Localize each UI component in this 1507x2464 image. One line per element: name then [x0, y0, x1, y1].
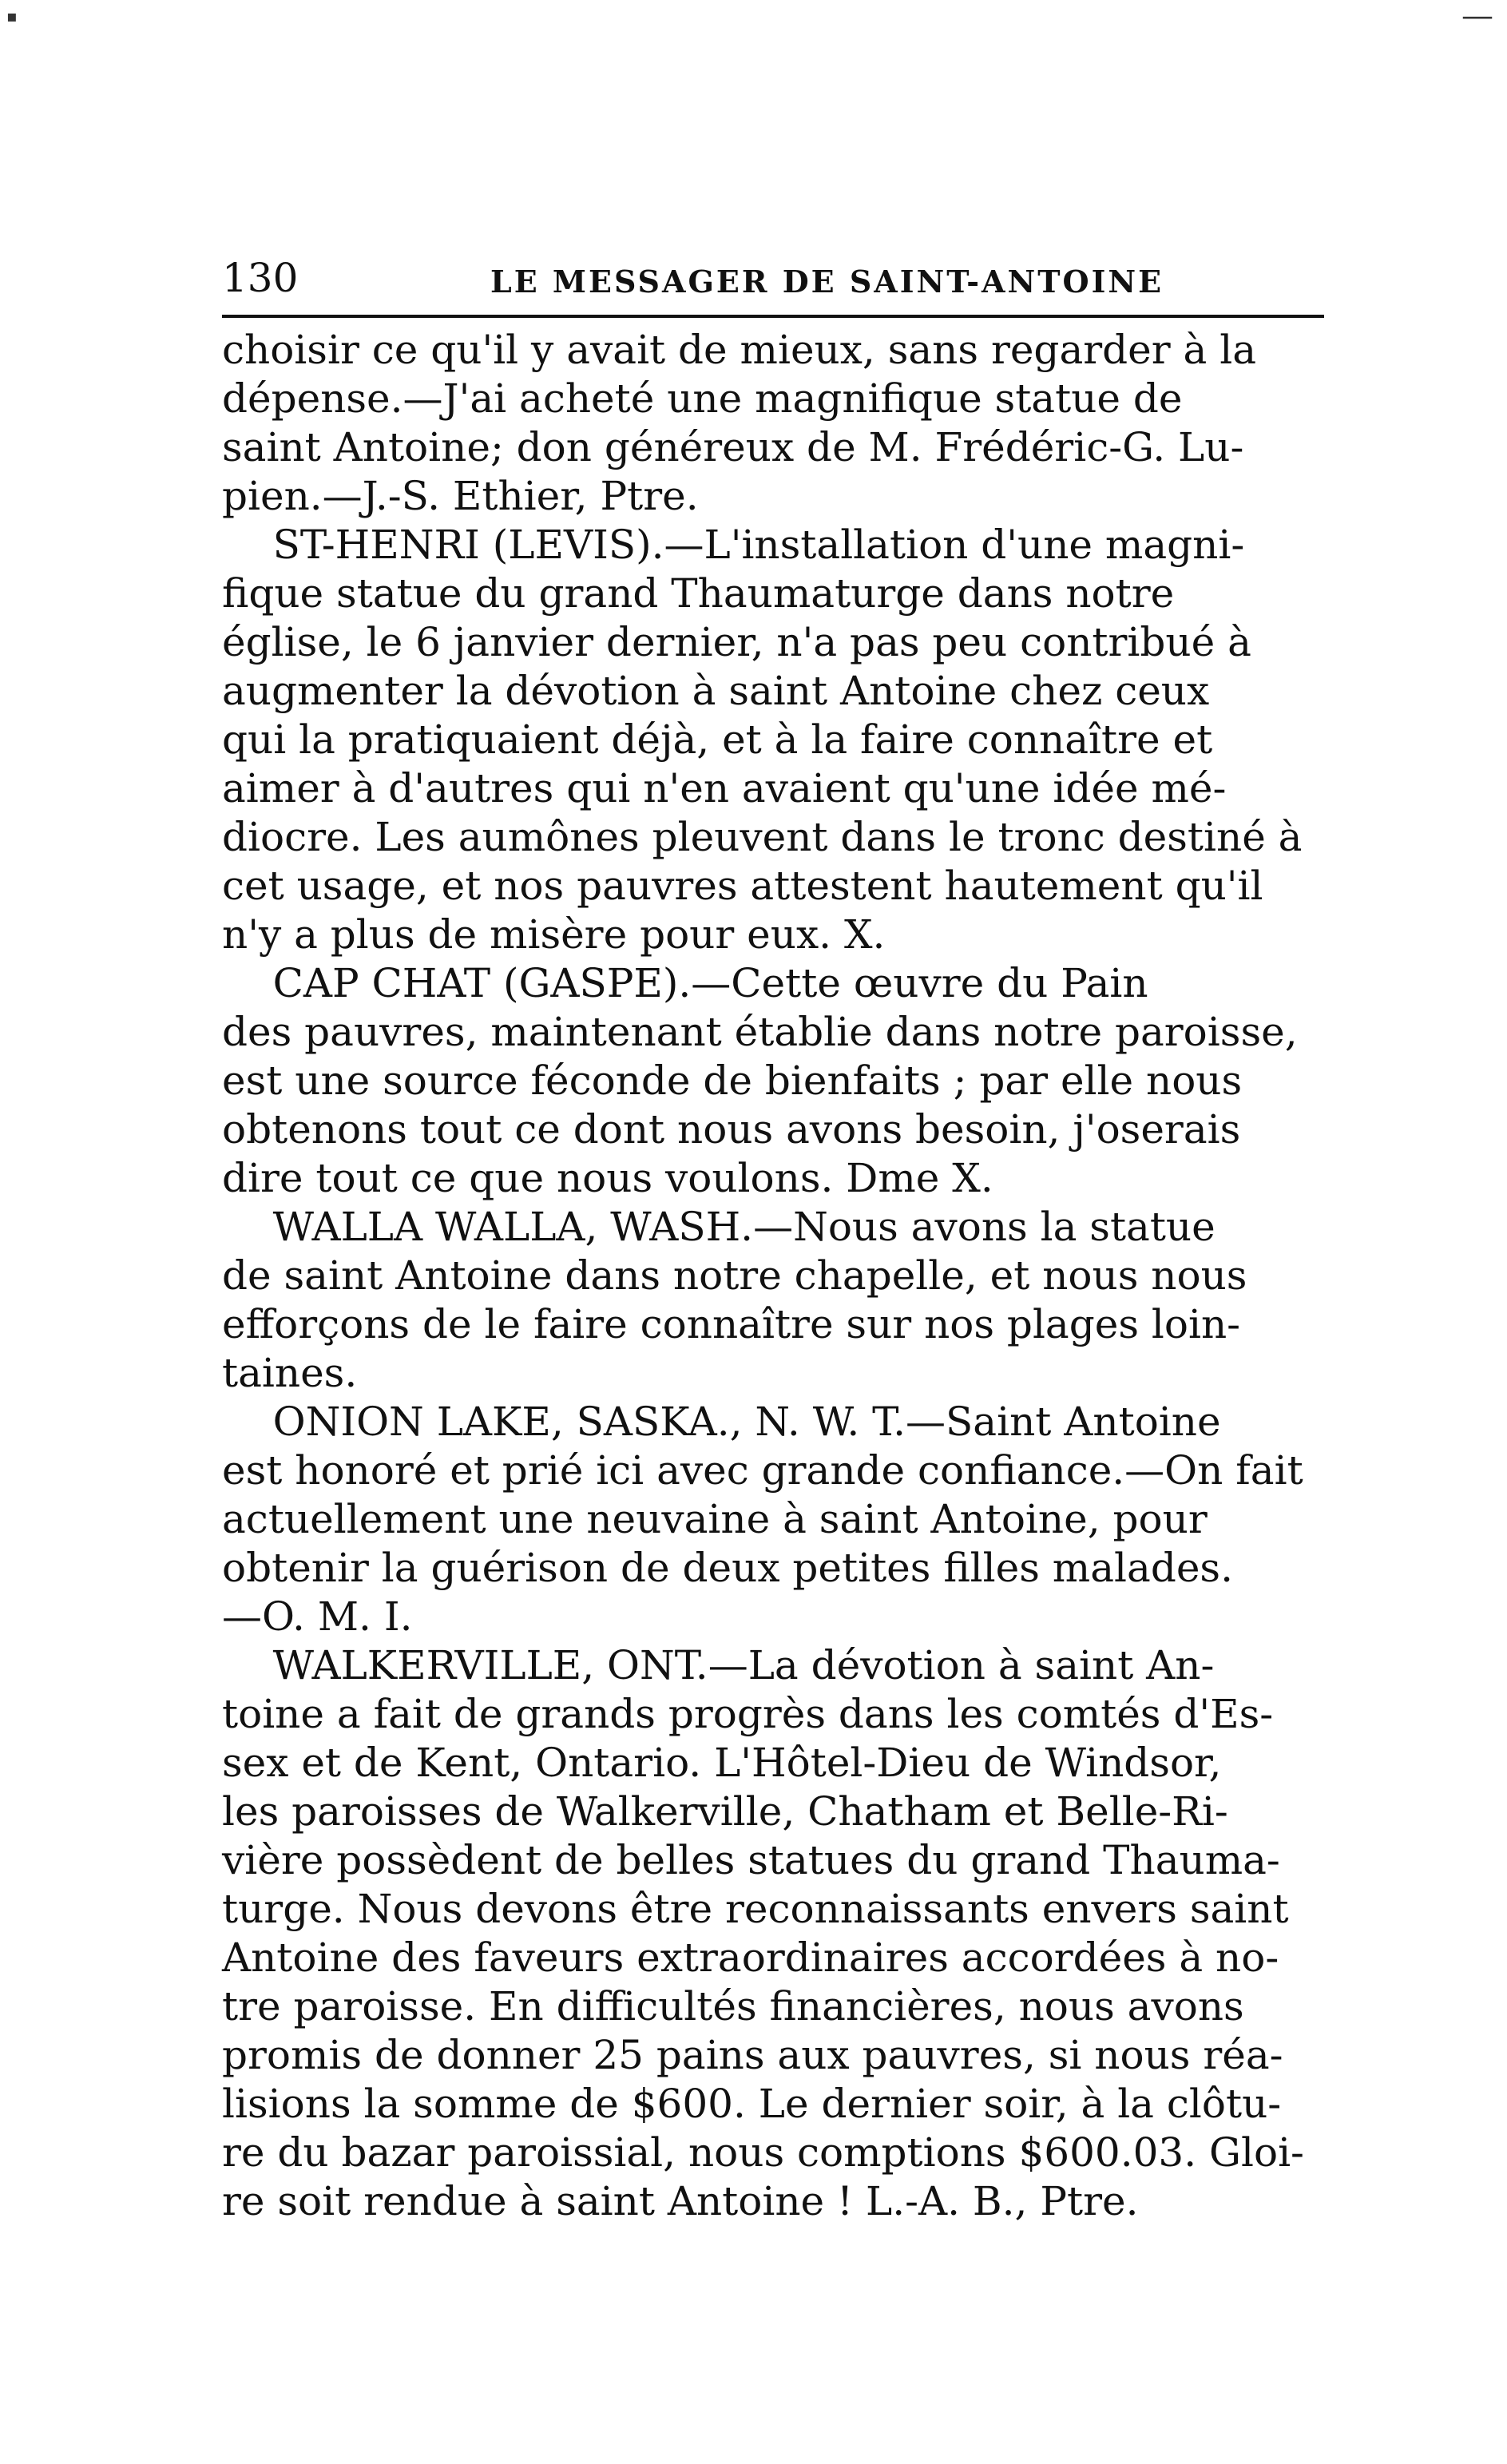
- text-line: aimer à d'autres qui n'en avaient qu'une idée mé-: [222, 765, 1227, 811]
- text-line: tre paroisse. En difficultés financières, nous avons: [222, 1983, 1244, 2030]
- text-line: pien.—J.-S. Ethier, Ptre.: [222, 473, 699, 519]
- text-line: ST-HENRI (LEVIS).—L'installation d'une magni-: [222, 522, 1245, 568]
- text-line: obtenir la guérison de deux petites filles malades.: [222, 1545, 1233, 1591]
- scan-mark: —: [1461, 0, 1493, 34]
- text-line: toine a fait de grands progrès dans les comtés d'Es-: [222, 1691, 1274, 1737]
- text-line: turge. Nous devons être reconnaissants envers saint: [222, 1886, 1289, 1932]
- page-header: [222, 254, 1324, 318]
- text-line: ONION LAKE, SASKA., N. W. T.—Saint Antoine: [222, 1399, 1221, 1445]
- scan-mark: ▪: [6, 6, 18, 26]
- text-line: fique statue du grand Thaumaturge dans notre: [222, 570, 1175, 617]
- text-line: sex et de Kent, Ontario. L'Hôtel-Dieu de Windsor,: [222, 1740, 1222, 1786]
- text-line: saint Antoine; don généreux de M. Frédéric-G. Lu-: [222, 424, 1244, 470]
- text-line: des pauvres, maintenant établie dans notre paroisse,: [222, 1009, 1298, 1055]
- text-line: choisir ce qu'il y avait de mieux, sans regarder à la: [222, 327, 1257, 373]
- text-line: augmenter la dévotion à saint Antoine chez ceux: [222, 668, 1210, 714]
- text-line: Antoine des faveurs extraordinaires accordées à no-: [222, 1934, 1279, 1981]
- text-line: CAP CHAT (GASPE).—Cette œuvre du Pain: [222, 960, 1148, 1006]
- text-line: re du bazar paroissial, nous comptions $600.03. Gloi-: [222, 2129, 1304, 2176]
- body-text: [222, 326, 1356, 2226]
- text-line: WALLA WALLA, WASH.—Nous avons la statue: [222, 1204, 1216, 1250]
- text-line: église, le 6 janvier dernier, n'a pas peu contribué à: [222, 619, 1251, 665]
- text-line: les paroisses de Walkerville, Chatham et Belle-Ri-: [222, 1788, 1228, 1835]
- text-line: promis de donner 25 pains aux pauvres, si nous réa-: [222, 2032, 1283, 2078]
- text-line: vière possèdent de belles statues du grand Thauma-: [222, 1837, 1280, 1883]
- header-rule: [222, 315, 1324, 318]
- text-line: dépense.—J'ai acheté une magnifique statue de: [222, 375, 1183, 422]
- running-title: LE MESSAGER DE SAINT-ANTOINE: [490, 264, 1164, 300]
- text-line: de saint Antoine dans notre chapelle, et nous nous: [222, 1252, 1247, 1299]
- text-line: est une source féconde de bienfaits ; par elle nous: [222, 1057, 1243, 1104]
- text-line: est honoré et prié ici avec grande confiance.—On fait: [222, 1447, 1303, 1494]
- text-line: obtenons tout ce dont nous avons besoin, j'oserais: [222, 1106, 1241, 1153]
- text-line: efforçons de le faire connaître sur nos plages loin-: [222, 1301, 1241, 1347]
- text-line: diocre. Les aumônes pleuvent dans le tronc destiné à: [222, 814, 1303, 860]
- text-line: taines.: [222, 1350, 358, 1396]
- text-line: re soit rendue à saint Antoine ! L.-A. B., Ptre.: [222, 2178, 1139, 2224]
- text-line: qui la pratiquaient déjà, et à la faire connaître et: [222, 716, 1213, 763]
- text-line: —O. M. I.: [222, 1593, 413, 1640]
- text-line: n'y a plus de misère pour eux. X.: [222, 911, 886, 958]
- text-line: WALKERVILLE, ONT.—La dévotion à saint An-: [222, 1642, 1215, 1688]
- text-line: cet usage, et nos pauvres attestent hautement qu'il: [222, 863, 1263, 909]
- page-number: 130: [222, 255, 299, 301]
- text-line: lisions la somme de $600. Le dernier soir, à la clôtu-: [222, 2081, 1282, 2127]
- text-line: actuellement une neuvaine à saint Antoine, pour: [222, 1496, 1208, 1542]
- text-line: dire tout ce que nous voulons. Dme X.: [222, 1155, 993, 1201]
